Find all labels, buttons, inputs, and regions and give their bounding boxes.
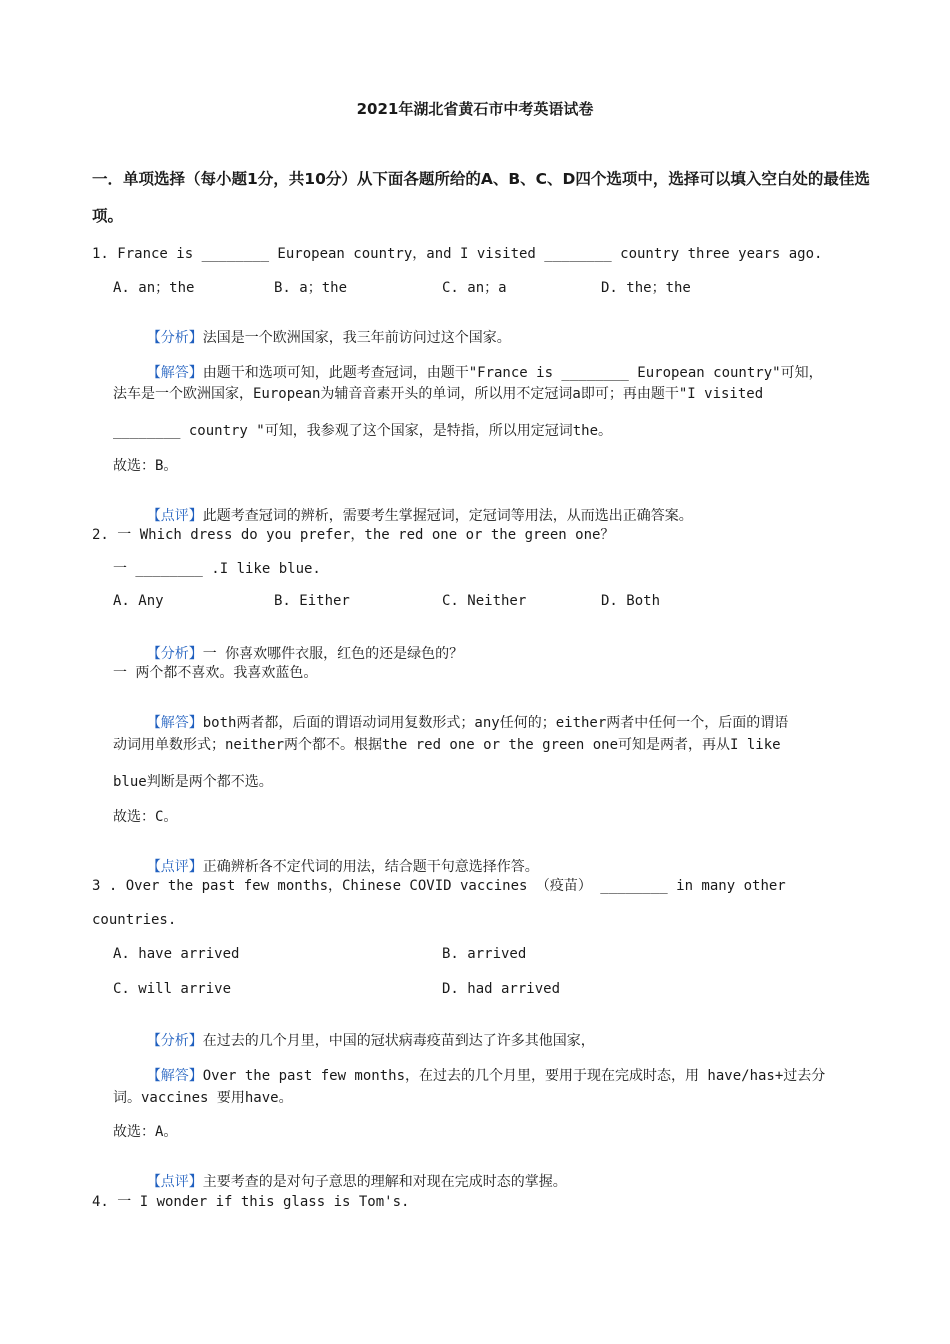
q3-option-b: B. arrived — [442, 946, 527, 962]
q2-stem: 2. 一 Which dress do you prefer，the red one or the green one？ — [92, 527, 615, 543]
q2-choice: 故选：C。 — [113, 809, 178, 825]
q3-answer-line1: 【解答】Over the past few months，在过去的几个月里，要用于现在完成时态，用 have/has+过去分 — [146, 1068, 826, 1084]
q3-option-a: A. have arrived — [113, 946, 240, 962]
q3-answer-line2: 词。vaccines 要用have。 — [113, 1090, 293, 1106]
q2-answer-line2: 动词用单数形式；neither两个都不。根据the red one or the green one可知是两者，再从I like — [113, 737, 781, 753]
q2-option-a: A. Any — [113, 593, 164, 609]
document-title: 2021年湖北省黄石市中考英语试卷 — [356, 100, 594, 118]
analysis-tag: 【分析】 — [146, 330, 203, 346]
q3-analysis: 【分析】在过去的几个月里，中国的冠状病毒疫苗到达了许多其他国家， — [146, 1033, 595, 1049]
q1-choice: 故选：B。 — [113, 458, 178, 474]
q1-answer-line2: 法车是一个欧洲国家，European为辅音音素开头的单词，所以用不定冠词a即可；再由题干"I visited — [113, 386, 764, 402]
q2-option-d: D. Both — [601, 593, 661, 609]
q1-comment: 【点评】此题考查冠词的辨析，需要考生掌握冠词，定冠词等用法，从而选出正确答案。 — [146, 508, 693, 524]
q1-option-b: B. a；the — [274, 280, 348, 296]
q2-analysis: 【分析】一 你喜欢哪件衣服，红色的还是绿色的？ — [146, 646, 464, 662]
q2-option-b: B. Either — [274, 593, 350, 609]
q2-stem-reply: 一 ________ .I like blue. — [113, 561, 321, 577]
comment-tag: 【点评】 — [146, 508, 203, 524]
q2-answer-line1: 【解答】both两者都，后面的谓语动词用复数形式；any任何的；either两者中任何一个，后面的谓语 — [146, 715, 789, 731]
q2-comment: 【点评】正确辨析各不定代词的用法，结合题干句意选择作答。 — [146, 859, 539, 875]
q2-option-c: C. Neither — [442, 593, 527, 609]
q1-option-c: C. an；a — [442, 280, 507, 296]
q1-answer-line3: ________ country "可知，我参观了这个国家，是特指，所以用定冠词the。 — [113, 423, 613, 439]
answer-tag: 【解答】 — [146, 365, 203, 381]
analysis-tag: 【分析】 — [146, 646, 203, 662]
comment-tag: 【点评】 — [146, 859, 203, 875]
q3-choice: 故选：A。 — [113, 1124, 178, 1140]
q1-option-a: A. an；the — [113, 280, 195, 296]
analysis-tag: 【分析】 — [146, 1033, 203, 1049]
q3-option-c: C. will arrive — [113, 981, 232, 997]
q1-analysis: 【分析】法国是一个欧洲国家，我三年前访问过这个国家。 — [146, 330, 511, 346]
q3-option-d: D. had arrived — [442, 981, 561, 997]
q2-answer-line3: blue判断是两个都不选。 — [113, 774, 273, 790]
answer-tag: 【解答】 — [146, 715, 203, 731]
q1-stem: 1. France is ________ European country，and I visited ________ country three years ago. — [92, 246, 823, 262]
q1-answer-line1: 【解答】由题干和选项可知，此题考查冠词，由题干"France is ________ European country"可知， — [146, 365, 823, 381]
section-heading: 一．单项选择（每小题1分，共10分）从下面各题所给的A、B、C、D四个选项中，选择可以填入空白处的最佳选项。 — [92, 170, 870, 225]
answer-tag: 【解答】 — [146, 1068, 203, 1084]
q2-analysis-line2: 一 两个都不喜欢。我喜欢蓝色。 — [113, 665, 318, 681]
q1-option-d: D. the；the — [601, 280, 691, 296]
q3-stem-line1: 3 . Over the past few months，Chinese COVID vaccines （疫苗） ________ in many other — [92, 878, 786, 894]
q3-stem-line2: countries. — [92, 912, 177, 928]
q4-stem: 4. 一 I wonder if this glass is Tom's. — [92, 1194, 410, 1210]
q3-comment: 【点评】主要考查的是对句子意思的理解和对现在完成时态的掌握。 — [146, 1174, 567, 1190]
comment-tag: 【点评】 — [146, 1174, 203, 1190]
